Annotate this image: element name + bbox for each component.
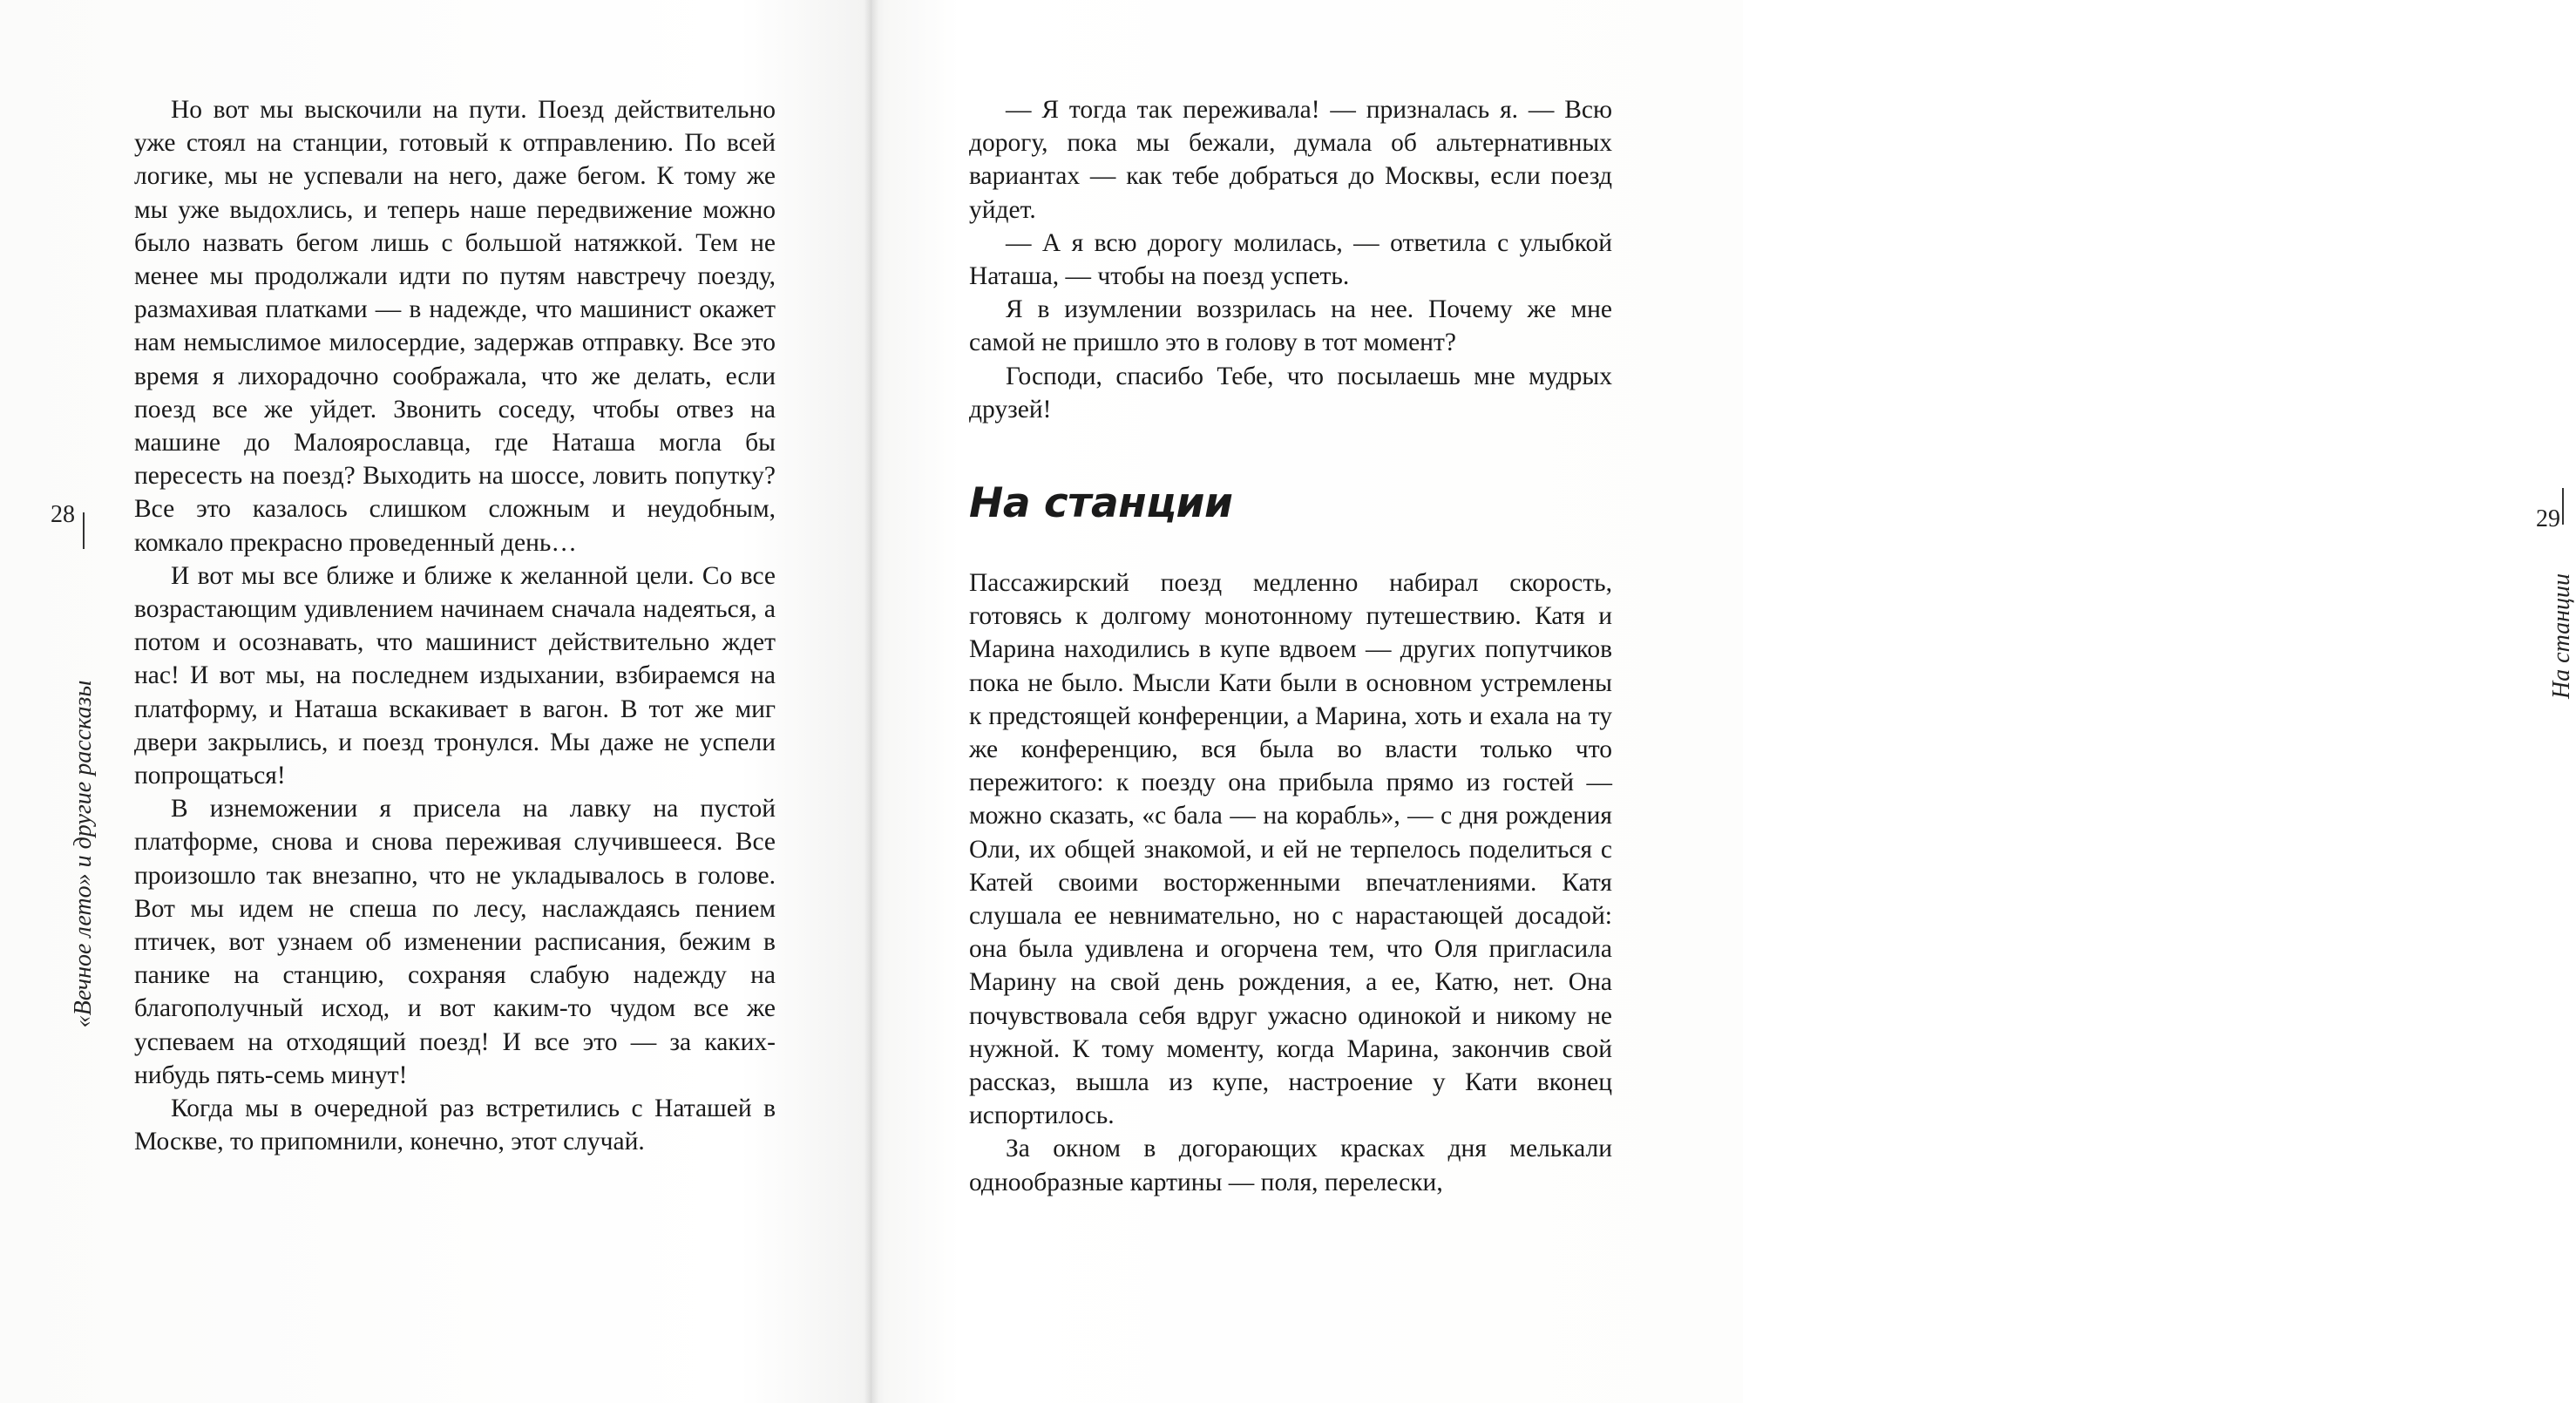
running-head-left: «Вечное лето» и другие рассказы (70, 680, 97, 1028)
running-head-right: На станции (2548, 573, 2575, 700)
gutter-shadow (864, 0, 878, 1403)
section-heading: На станции (969, 479, 1233, 527)
running-head-divider-right (2562, 488, 2564, 525)
paragraph: И вот мы все ближе и ближе к желанной цели. Со все возрастающим удивлением начинаем сначала надеяться, а потом и осознавать, что машинист действительно ждет нас! И вот мы, на последнем издыхании, взбираемся на платформу, и Наташа вскакивает в вагон. В тот же миг двери закрылись, и поезд тронулся. Мы даже не успели попрощаться! (134, 561, 776, 790)
paragraph: Когда мы в очередной раз встретились с Наташей в Москве, то припомнили, конечно, этот случай. (134, 1095, 776, 1156)
paragraph: — А я всю дорогу молилась, — ответила с улыбкой Наташа, — чтобы на поезд успеть. (969, 228, 1612, 291)
right-page-body-bottom (969, 566, 1612, 1199)
paragraph: Но вот мы выскочили на пути. Поезд действительно уже стоял на станции, готовый к отправлению. По всей логике, мы не успевали на него, даже бегом. К тому же мы уже выдохлись, и теперь наше передвижение можно было назвать бегом лишь с большой натяжкой. Тем не менее мы продолжали идти по путям навстречу поезду, размахивая платками — в надежде, что машинист окажет нам немыслимое милосердие, задержав отправку. Все это время я лихорадочно соображала, что же делать, если поезд все же уйдет. Звонить соседу, чтобы отвез на машине до Малоярославца, где Наташа могла бы пересесть на поезд? Выходить на шоссе, ловить попутку? Все это казалось слишком сложным и неудобным, комкало прекрасно проведенный день… (134, 96, 776, 557)
paragraph: За окном в догорающих красках дня мелькали однообразные картины — поля, перелески, (969, 1135, 1612, 1196)
page-number-left: 28 (51, 501, 75, 528)
running-head-divider-left (83, 512, 85, 549)
left-page (0, 0, 871, 1403)
paragraph: — Я тогда так переживала! — призналась я. — Всю дорогу, пока мы бежали, думала об альтернативных вариантах — как тебе добраться до Москвы, если поезд уйдет. (969, 96, 1612, 224)
paragraph: В изнеможении я присела на лавку на пустой платформе, снова и снова переживая случившееся. Все произошло так внезапно, что не укладывалось в голове. Вот мы идем не спеша по лесу, наслаждаясь пением птичек, вот узнаем об изменении расписания, бежим в панике на станцию, сохраняя слабую надежду на благополучный исход, и вот каким-то чудом все же успеваем на отходящий поезд! И все это — за каких-нибудь пять-семь минут! (134, 795, 776, 1089)
paragraph: Господи, спасибо Тебе, что посылаешь мне мудрых друзей! (969, 362, 1612, 424)
left-page-body (134, 93, 776, 1159)
paragraph: Я в изумлении воззрилась на нее. Почему же мне самой не пришло это в голову в тот момент? (969, 295, 1612, 357)
paragraph: Пассажирский поезд медленно набирал скорость, готовясь к долгому монотонному путешествию. Катя и Марина находились в купе вдвоем — других попутчиков пока не было. Мысли Кати были в основном устремлены к предстоящей конференции, а Марина, хоть и ехала на ту же конференцию, вся была во власти только что пережитого: к поезду она прибыла прямо из гостей — можно сказать, «с бала — на корабль», — с дня рождения Оли, их общей знакомой, и ей не терпелось поделиться с Катей своими восторженными впечатлениями. Катя слушала ее невнимательно, но с нарастающей досадой: она была удивлена и огорчена тем, что Оля пригласила Марину на свой день рождения, а ее, Катю, нет. Она почувствовала себя вдруг ужасно одинокой и никому не нужной. К тому моменту, когда Марина, закончив свой рассказ, вышла из купе, настроение у Кати вконец испортилось. (969, 569, 1612, 1130)
page-number-right: 29 (2536, 505, 2560, 532)
right-page-body-top (969, 93, 1612, 426)
